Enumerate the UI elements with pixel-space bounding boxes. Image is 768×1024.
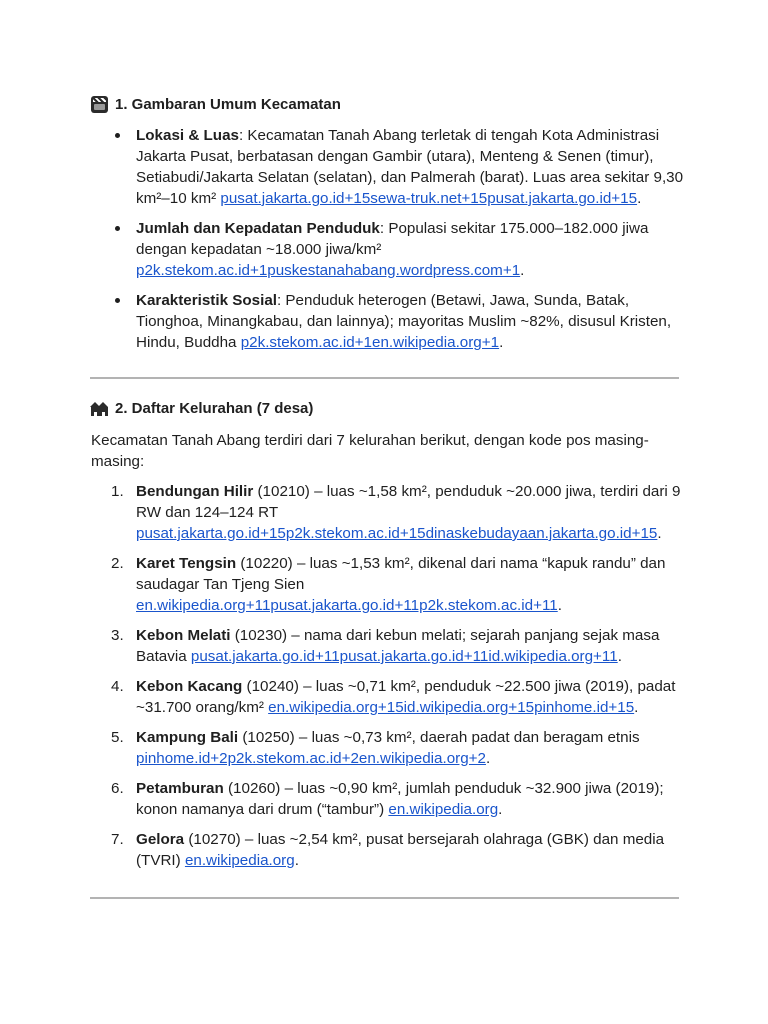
kelurahan-name: Kampung Bali — [136, 729, 239, 746]
section-1-list — [113, 125, 693, 362]
source-link[interactable]: p2k.stekom.ac.id+1en.wikipedia.org+1 — [240, 334, 500, 351]
clapper-board-icon — [91, 96, 108, 113]
item-end: . — [294, 852, 299, 869]
item-number: 4. — [111, 678, 124, 695]
houses-icon — [91, 400, 108, 417]
item-text: : Populasi sekitar 175.000–182.000 jiwa dengan kepadatan ~18.000 jiwa/km² — [136, 220, 649, 258]
source-link[interactable]: en.wikipedia.org — [184, 852, 295, 869]
item-text: (10260) – luas ~0,90 km², jumlah penduduk ~32.900 jiwa (2019); konon namanya dari drum (“tambur”) — [136, 780, 664, 818]
item-number: 3. — [111, 627, 124, 644]
list-item — [113, 829, 693, 871]
section-divider — [90, 377, 679, 379]
kelurahan-name: Karet Tengsin — [136, 555, 237, 572]
source-link[interactable]: p2k.stekom.ac.id+1puskestanahabang.wordpress.com+1 — [136, 262, 521, 279]
kelurahan-name: Petamburan — [136, 780, 224, 797]
list-item — [113, 778, 693, 820]
item-label: Jumlah dan Kepadatan Penduduk — [136, 220, 380, 237]
item-end: . — [498, 801, 503, 818]
item-end: . — [485, 750, 491, 767]
kelurahan-name: Bendungan Hilir — [136, 483, 254, 500]
section-1-title: 1. Gambaran Umum Kecamatan — [115, 96, 341, 113]
list-item — [113, 676, 693, 718]
item-end: . — [520, 262, 525, 279]
item-end: . — [557, 597, 562, 614]
item-number: 7. — [111, 831, 124, 848]
list-item — [113, 481, 693, 544]
source-link[interactable]: en.wikipedia.org+15id.wikipedia.org+15pinhome.id+15 — [268, 699, 635, 716]
item-text: (10240) – luas ~0,71 km², penduduk ~22.500 jiwa (2019), padat ~31.700 orang/km² — [136, 678, 676, 716]
kelurahan-list — [113, 481, 693, 880]
source-link[interactable]: en.wikipedia.org — [388, 801, 499, 818]
item-end: . — [499, 334, 504, 351]
source-link[interactable]: pusat.jakarta.go.id+15sewa-truk.net+15pusat.jakarta.go.id+15 — [220, 190, 638, 207]
item-number: 2. — [111, 555, 124, 572]
source-link[interactable]: pinhome.id+2p2k.stekom.ac.id+2en.wikipedia.org+2 — [136, 750, 486, 767]
source-link[interactable]: pusat.jakarta.go.id+15p2k.stekom.ac.id+15dinaskebudayaan.jakarta.go.id+15 — [136, 525, 658, 542]
list-item — [113, 290, 693, 353]
item-end: . — [637, 190, 642, 207]
list-item — [113, 125, 693, 209]
section-2-title: 2. Daftar Kelurahan (7 desa) — [115, 400, 314, 417]
list-item — [113, 218, 693, 281]
section-1-heading — [91, 94, 341, 115]
item-label: Lokasi & Luas — [136, 127, 239, 144]
item-number: 5. — [111, 729, 124, 746]
source-link[interactable]: pusat.jakarta.go.id+11pusat.jakarta.go.id+11id.wikipedia.org+11 — [190, 648, 618, 665]
list-item — [113, 625, 693, 667]
item-text: (10210) – luas ~1,58 km², penduduk ~20.000 jiwa, terdiri dari 9 RW dan 124–124 RT — [136, 483, 681, 521]
item-end: . — [657, 525, 662, 542]
list-item — [113, 553, 693, 616]
item-number: 6. — [111, 780, 124, 797]
source-link[interactable]: en.wikipedia.org+11pusat.jakarta.go.id+11p2k.stekom.ac.id+11 — [136, 597, 558, 614]
item-label: Karakteristik Sosial — [136, 292, 277, 309]
item-end: . — [617, 648, 622, 665]
kelurahan-name: Kebon Melati — [136, 627, 231, 644]
item-text: (10250) – luas ~0,73 km², daerah padat dan beragam etnis — [238, 729, 640, 746]
kelurahan-name: Gelora — [136, 831, 185, 848]
section-2-intro: Kecamatan Tanah Abang terdiri dari 7 kelurahan berikut, dengan kode pos masing-masing: — [91, 432, 649, 470]
item-text: (10220) – luas ~1,53 km², dikenal dari nama “kapuk randu” dan saudagar Tan Tjeng Sien — [136, 555, 666, 593]
list-item — [113, 727, 693, 769]
section-2-heading — [91, 398, 313, 419]
item-text: : Kecamatan Tanah Abang terletak di tengah Kota Administrasi Jakarta Pusat, berbatasan dengan Gambir (utara), Menteng & Senen (timur), Setiabudi/Jakarta Selatan (selatan), dan Palmerah (barat). Luas area sekitar 9,30 km²–10 km² — [136, 127, 684, 207]
item-number: 1. — [111, 483, 124, 500]
section-divider — [90, 897, 679, 899]
kelurahan-name: Kebon Kacang — [136, 678, 243, 695]
item-text: (10270) – luas ~2,54 km², pusat bersejarah olahraga (GBK) dan media (TVRI) — [136, 831, 665, 869]
item-end: . — [634, 699, 639, 716]
item-text: : Penduduk heterogen (Betawi, Jawa, Sunda, Batak, Tionghoa, Minangkabau, dan lainnya); mayoritas Muslim ~82%, disusul Kristen, Hindu, Buddha — [136, 292, 672, 351]
item-text: (10230) – nama dari kebun melati; sejarah panjang sejak masa Batavia — [136, 627, 660, 665]
